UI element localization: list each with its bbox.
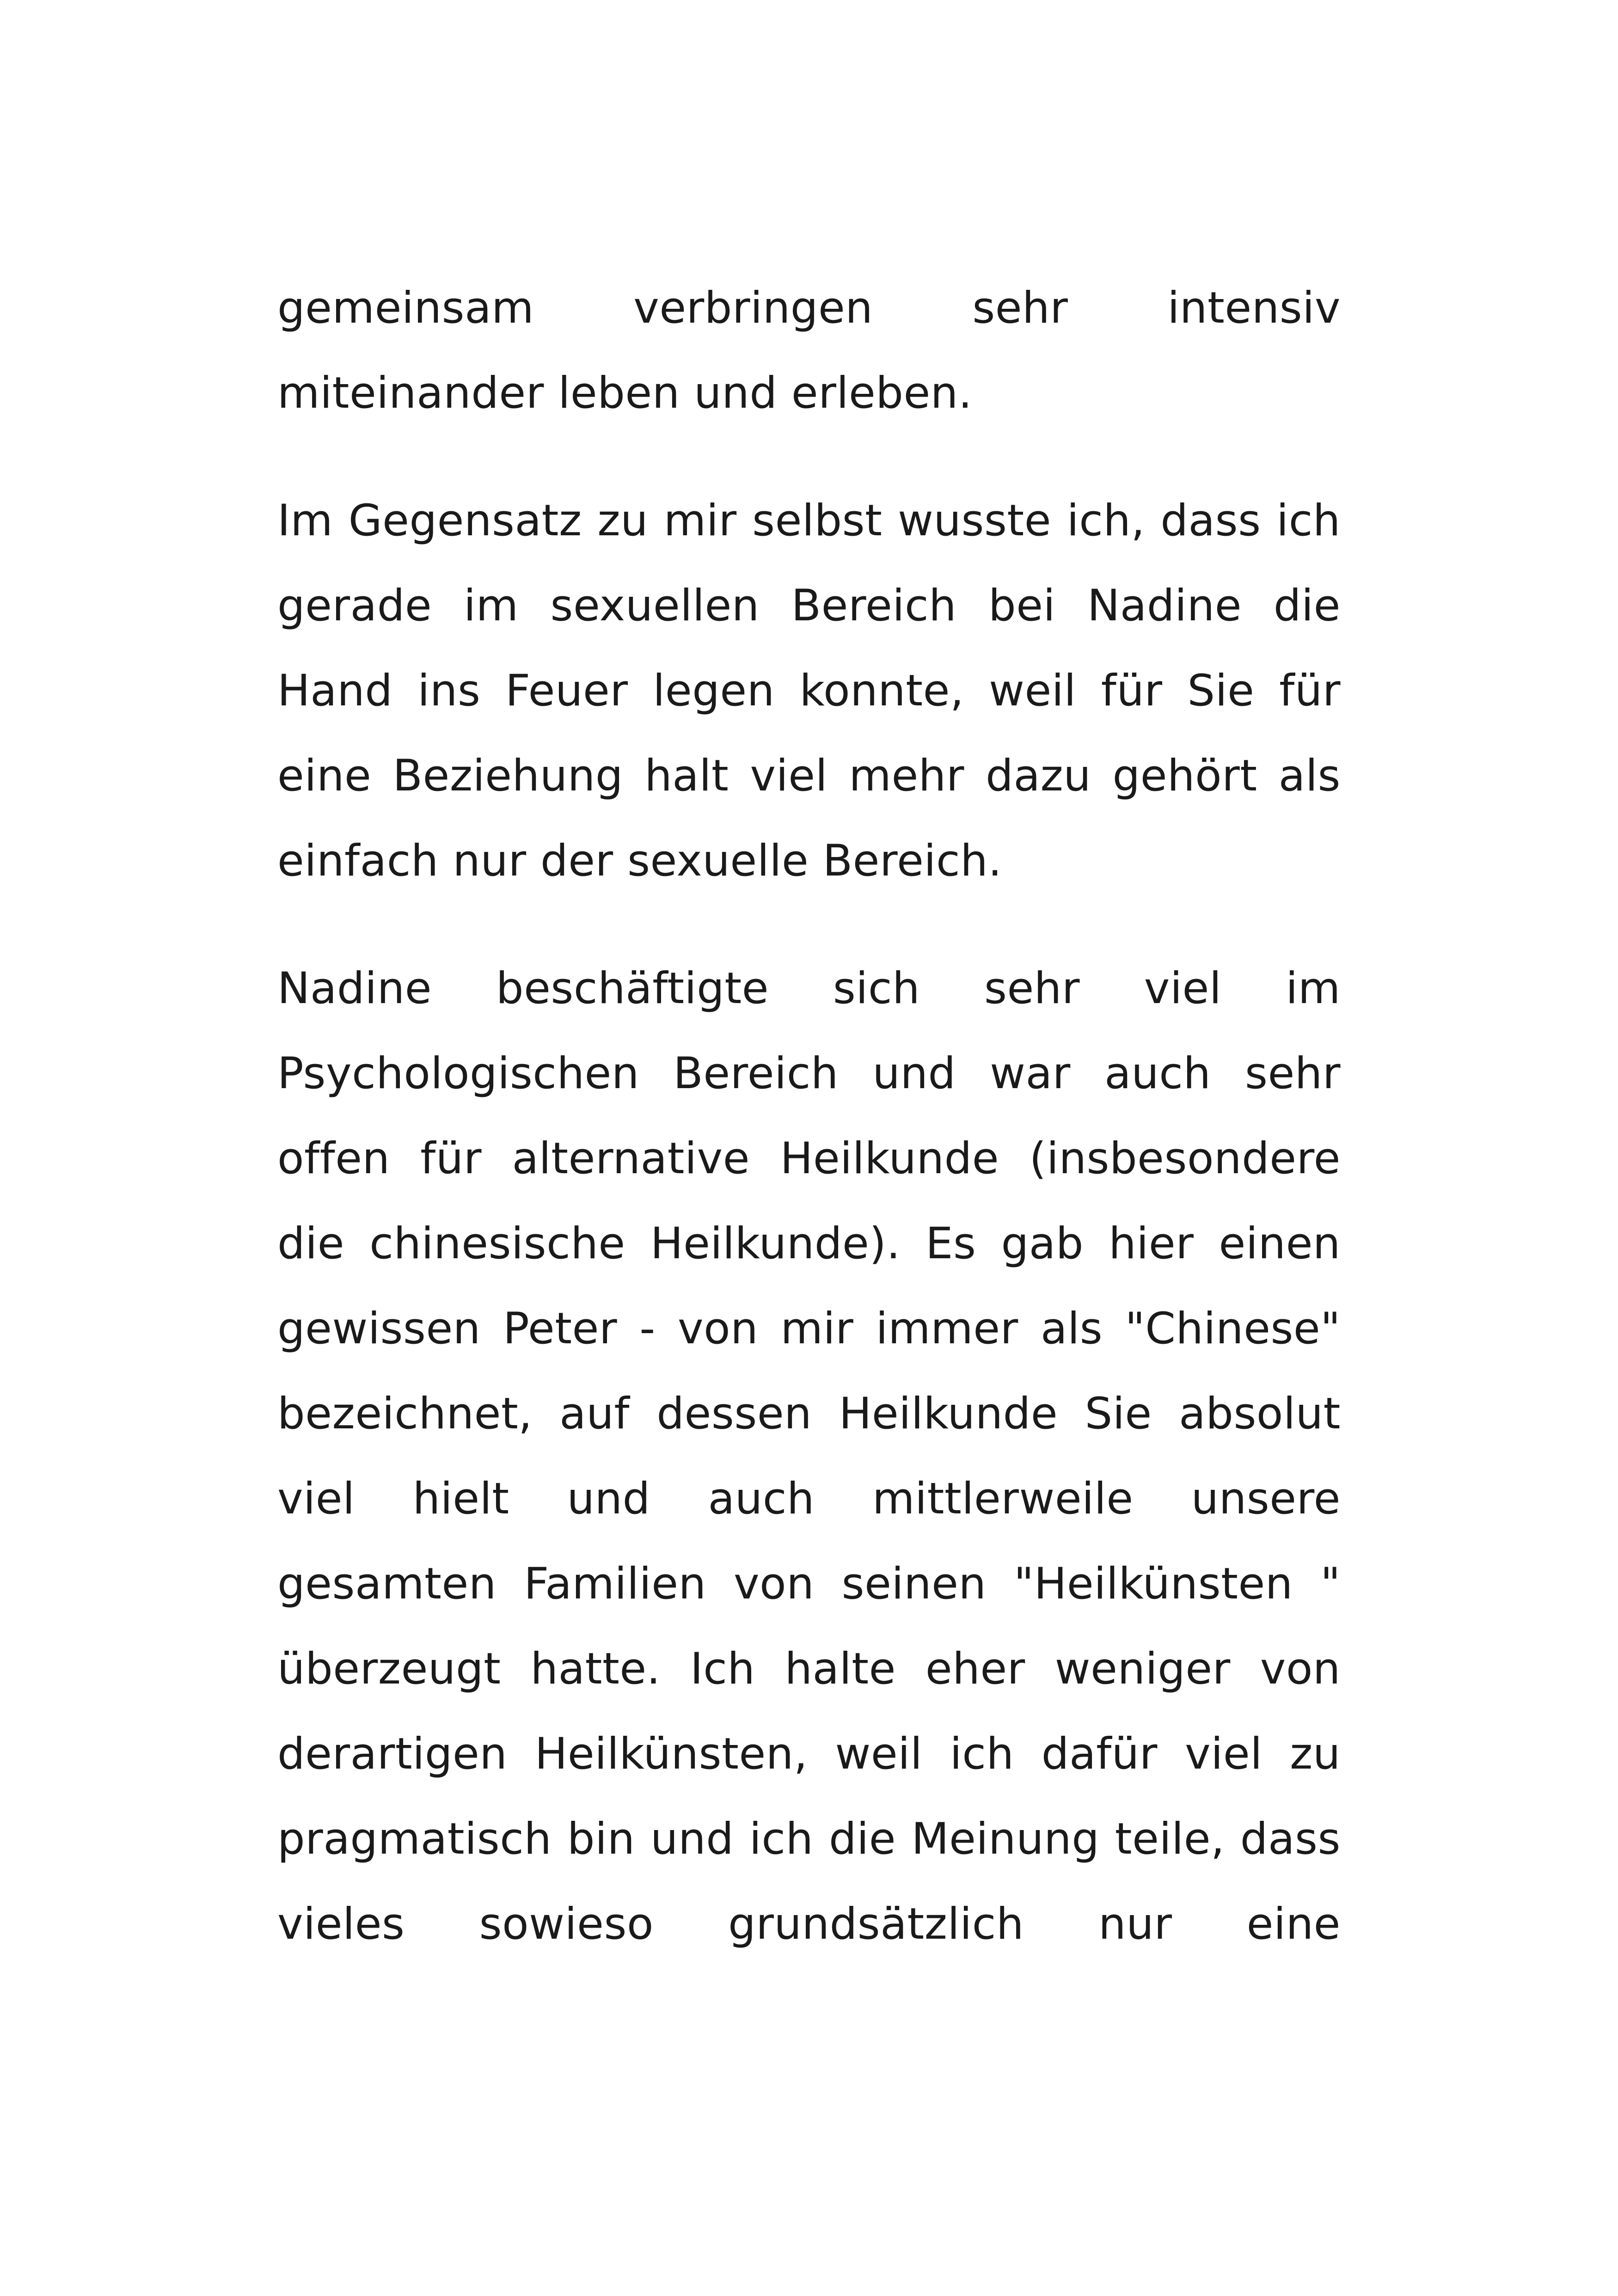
body-text bbox=[277, 266, 1341, 2009]
paragraph-3: Nadine beschäftigte sich sehr viel im Psychologischen Bereich und war auch sehr offen für alternative Heilkunde (insbesondere die chinesische Heilkunde). Es gab hier einen gewissen Peter - von mir immer als "Chinese" bezeichnet, auf dessen Heilkunde Sie absolut viel hielt und auch mittlerweile unsere gesamten Familien von seinen "Heilkünsten " überzeugt hatte. Ich halte eher weniger von derartigen Heilkünsten, weil ich dafür viel zu pragmatisch bin und ich die Meinung teile, dass vieles sowieso grundsätzlich nur eine bbox=[277, 963, 1341, 1949]
paragraph-2: Im Gegensatz zu mir selbst wusste ich, dass ich gerade im sexuellen Bereich bei Nadine die Hand ins Feuer legen konnte, weil für Sie für eine Beziehung halt viel mehr dazu gehört als einfach nur der sexuelle Bereich. bbox=[277, 496, 1341, 886]
paragraph-1: gemeinsam verbringen sehr intensiv miteinander leben und erleben. bbox=[277, 283, 1341, 418]
